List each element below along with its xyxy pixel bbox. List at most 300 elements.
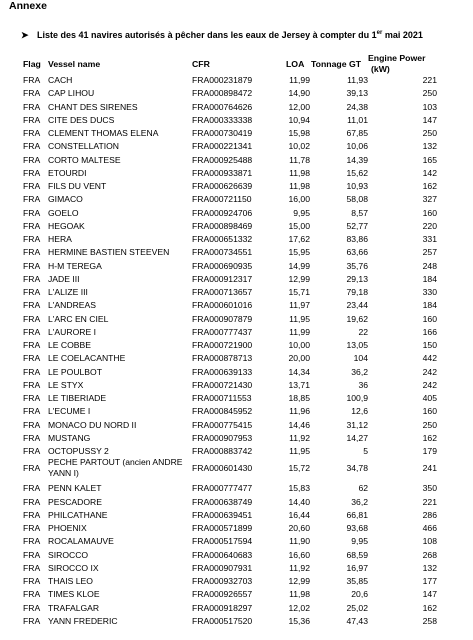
flag-cell: FRA [23,419,41,430]
cfr-cell: FRA000690935 [192,260,253,271]
cfr-cell: FRA000777477 [192,483,253,494]
tonnage-cell: 63,66 [346,247,368,258]
table-row [0,602,473,615]
cfr-cell: FRA000639451 [192,509,253,520]
vessel-name-cell: CACH [48,75,73,85]
page-heading: Annexe [9,0,47,12]
flag-cell: FRA [23,114,41,125]
engine-power-cell: 250 [422,128,437,138]
engine-power-cell: 250 [422,88,437,99]
vessel-name-cell: SIROCCO IX [48,562,99,573]
vessel-name-cell: GOELO [48,207,79,218]
table-row [0,535,473,548]
vessel-name-cell: OCTOPUSSY 2 [48,446,109,456]
table-row [0,326,473,339]
loa-cell: 20,60 [288,523,310,533]
tonnage-cell: 62 [358,483,368,494]
cfr-cell: FRA000933871 [192,167,253,178]
loa-cell: 15,36 [288,615,310,626]
flag-cell: FRA [23,523,41,533]
cfr-cell: FRA000231879 [192,75,253,85]
vessel-name-cell: TRAFALGAR [48,602,100,613]
cfr-cell: FRA000907879 [192,313,253,324]
tonnage-cell: 93,68 [346,523,368,533]
cfr-cell: FRA000775415 [192,419,253,430]
engine-power-cell: 179 [422,446,437,456]
table-row [0,509,473,522]
loa-cell: 16,60 [288,549,310,560]
vessel-name-cell: CLEMENT THOMAS ELENA [48,128,159,138]
loa-cell: 14,40 [288,496,310,507]
engine-power-label: Engine Power [368,53,426,63]
tonnage-cell: 34,78 [346,463,368,474]
engine-power-cell: 350 [422,483,437,494]
loa-cell: 12,00 [288,101,310,112]
table-row [0,273,473,286]
tonnage-cell: 11,01 [347,114,368,125]
vessel-name-cell: SIROCCO [48,549,89,560]
vessel-name-cell: PHILCATHANE [48,509,108,520]
engine-power-cell: 162 [422,602,437,613]
table-row [0,299,473,312]
column-header-cfr: CFR [192,59,210,69]
engine-power-cell: 327 [422,194,437,205]
vessel-name-cell: L'ECUME I [48,406,91,417]
loa-cell: 11,98 [289,167,310,178]
table-row [0,405,473,418]
loa-cell: 11,95 [289,446,310,456]
cfr-cell: FRA000711553 [192,393,252,403]
vessel-name-cell: ETOURDI [48,167,87,178]
tonnage-cell: 5 [363,446,368,456]
flag-cell: FRA [23,432,41,443]
table-row [0,366,473,379]
cfr-cell: FRA000333338 [192,114,253,125]
vessel-name-cell: CAP LIHOU [48,88,95,99]
flag-cell: FRA [23,167,41,178]
loa-cell: 13,71 [288,379,310,390]
vessel-name-cell: L'ALIZE III [48,287,88,297]
tonnage-cell: 67,85 [346,128,368,138]
flag-cell: FRA [23,483,41,494]
engine-power-cell: 331 [422,234,437,244]
tonnage-cell: 35,85 [346,576,368,586]
vessel-name-cell: HERA [48,234,72,244]
tonnage-cell: 36,2 [351,366,368,377]
table-row [0,445,473,458]
engine-power-cell: 160 [422,313,437,324]
vessel-name-cell: ROCALAMAUVE [48,536,114,547]
cfr-cell: FRA000626639 [192,181,253,191]
table-row [0,140,473,153]
loa-cell: 9,95 [293,207,310,218]
tonnage-cell: 23,44 [346,300,368,311]
flag-cell: FRA [23,340,41,350]
table-row [0,127,473,140]
flag-cell: FRA [23,589,41,600]
flag-cell: FRA [23,141,41,152]
cfr-cell: FRA000639133 [192,366,253,377]
vessel-name-cell: YANN FREDERIC [48,615,118,626]
vessel-name-cell: PECHE PARTOUT (ancien ANDRE YANN I) [48,457,183,478]
flag-cell: FRA [23,326,41,337]
engine-power-cell: 147 [422,589,437,600]
loa-cell: 11,78 [289,154,310,165]
tonnage-cell: 58,08 [346,194,368,205]
tonnage-cell: 79,18 [346,287,368,297]
table-row [0,379,473,392]
flag-cell: FRA [23,181,41,191]
loa-cell: 11,95 [289,313,310,324]
engine-power-cell: 330 [422,287,437,297]
engine-power-cell: 242 [422,366,437,377]
tonnage-cell: 68,59 [346,549,368,560]
engine-power-cell: 221 [422,496,437,507]
cfr-cell: FRA000925488 [192,154,253,165]
table-row [0,101,473,114]
table-row [0,339,473,352]
flag-cell: FRA [23,260,41,271]
loa-cell: 10,00 [288,340,310,350]
flag-cell: FRA [23,75,41,85]
loa-cell: 15,98 [288,128,310,138]
table-row [0,167,473,180]
table-row [0,193,473,206]
table-row [0,615,473,628]
tonnage-cell: 22 [358,326,368,337]
cfr-cell: FRA000907953 [192,432,253,443]
tonnage-cell: 13,05 [346,340,368,350]
engine-power-cell: 184 [422,273,437,284]
cfr-cell: FRA000730419 [192,128,253,138]
engine-power-cell: 165 [422,154,437,165]
table-row [0,313,473,326]
cfr-cell: FRA000924706 [192,207,253,218]
flag-cell: FRA [23,207,41,218]
engine-power-cell: 150 [422,340,437,350]
tonnage-cell: 36,2 [351,496,368,507]
flag-cell: FRA [23,273,41,284]
engine-power-cell: 108 [422,536,437,547]
vessel-name-cell: FILS DU VENT [48,181,107,191]
table-row [0,180,473,193]
engine-power-cell: 248 [422,260,437,271]
cfr-cell: FRA000721150 [192,194,252,205]
engine-power-cell: 286 [422,509,437,520]
loa-cell: 11,97 [289,300,310,311]
vessel-name-cell: JADE III [48,273,80,284]
flag-cell: FRA [23,615,41,626]
tonnage-cell: 24,38 [346,101,368,112]
table-row [0,482,473,495]
engine-power-cell: 268 [422,549,437,560]
cfr-cell: FRA000898472 [192,88,253,99]
vessel-name-cell: LE COELACANTHE [48,353,126,364]
tonnage-cell: 14,39 [346,154,368,165]
engine-power-cell: 162 [422,181,437,191]
flag-cell: FRA [23,509,41,520]
table-row [0,246,473,259]
engine-power-cell: 184 [422,300,437,311]
tonnage-cell: 15,62 [346,167,368,178]
loa-cell: 12,99 [288,576,310,586]
engine-power-cell: 257 [422,247,437,258]
tonnage-cell: 66,81 [346,509,368,520]
loa-cell: 17,62 [288,234,310,244]
tonnage-cell: 8,57 [351,207,368,218]
loa-cell: 14,99 [288,260,310,271]
cfr-cell: FRA000932703 [192,576,253,586]
arrow-bullet-icon: ➤ [21,30,29,40]
tonnage-cell: 29,13 [346,273,368,284]
tonnage-cell: 12,6 [351,406,368,417]
engine-power-cell: 166 [422,326,437,337]
table-row [0,522,473,535]
tonnage-cell: 16,97 [346,562,368,573]
flag-cell: FRA [23,549,41,560]
cfr-cell: FRA000764626 [192,101,253,112]
loa-cell: 11,98 [289,589,310,600]
flag-cell: FRA [23,366,41,377]
loa-cell: 14,90 [288,88,310,99]
column-header-loa: LOA [286,59,305,69]
tonnage-cell: 9,95 [351,536,368,547]
cfr-cell: FRA000713657 [192,287,253,297]
flag-cell: FRA [23,379,41,390]
tonnage-cell: 39,13 [346,88,368,99]
subtitle-superscript: er [376,30,383,36]
vessel-name-cell: TIMES KLOE [48,589,100,600]
engine-power-cell: 162 [422,432,437,443]
tonnage-cell: 25,02 [346,602,368,613]
tonnage-cell: 83,86 [346,234,368,244]
engine-power-cell: 103 [422,101,437,112]
cfr-cell: FRA000640683 [192,549,253,560]
loa-cell: 15,00 [288,220,310,231]
vessel-name-cell: LE TIBERIADE [48,393,107,403]
engine-power-cell: 241 [422,463,437,474]
column-header-vessel-name: Vessel name [48,59,101,69]
loa-cell: 11,98 [289,181,310,191]
engine-power-cell: 160 [422,207,437,218]
tonnage-cell: 10,06 [346,141,368,152]
flag-cell: FRA [23,220,41,231]
loa-cell: 11,92 [289,562,310,573]
vessel-name-cell: PENN KALET [48,483,102,494]
engine-power-cell: 142 [422,167,437,178]
flag-cell: FRA [23,234,41,244]
table-row [0,154,473,167]
vessel-name-cell: LE COBBE [48,340,91,350]
flag-cell: FRA [23,463,41,474]
vessel-name-cell: L'ARC EN CIEL [48,313,109,324]
table-row [0,220,473,233]
cfr-cell: FRA000912317 [192,273,253,284]
flag-cell: FRA [23,313,41,324]
column-header-flag: Flag [23,59,41,69]
flag-cell: FRA [23,154,41,165]
loa-cell: 18,85 [288,393,310,403]
vessel-name-cell: GIMACO [48,194,83,205]
flag-cell: FRA [23,287,41,297]
table-row [0,260,473,273]
tonnage-cell: 36 [358,379,368,390]
loa-cell: 15,71 [288,287,310,297]
loa-cell: 11,96 [289,406,310,417]
table-row [0,496,473,509]
list-subtitle [21,30,423,40]
vessel-name-cell: L'AURORE I [48,326,96,337]
table-row [0,74,473,87]
engine-power-cell: 160 [422,406,437,417]
engine-power-cell: 466 [422,523,437,533]
cfr-cell: FRA000601016 [192,300,253,311]
engine-power-cell: 258 [422,615,437,626]
cfr-cell: FRA000651332 [192,234,253,244]
table-row [0,575,473,588]
engine-power-cell: 242 [422,379,437,390]
cfr-cell: FRA000221341 [192,141,253,152]
engine-power-cell: 442 [422,353,437,364]
vessel-name-cell: MONACO DU NORD II [48,419,137,430]
flag-cell: FRA [23,406,41,417]
vessel-name-cell: LE POULBOT [48,366,102,377]
tonnage-cell: 52,77 [346,220,368,231]
loa-cell: 15,72 [288,463,310,474]
flag-cell: FRA [23,576,41,586]
vessel-name-cell: HEGOAK [48,220,85,231]
tonnage-cell: 35,76 [346,260,368,271]
column-header-engine-power [368,53,438,75]
flag-cell: FRA [23,247,41,258]
engine-power-cell: 250 [422,419,437,430]
tonnage-cell: 11,93 [347,75,368,85]
vessel-name-cell: MUSTANG [48,432,91,443]
vessel-table-body [0,74,473,628]
table-row [0,562,473,575]
cfr-cell: FRA000571899 [192,523,253,533]
table-row [0,392,473,405]
cfr-cell: FRA000638749 [192,496,253,507]
flag-cell: FRA [23,393,41,403]
engine-power-unit: (kW) [371,64,390,74]
flag-cell: FRA [23,101,41,112]
engine-power-cell: 405 [422,393,437,403]
cfr-cell: FRA000721900 [192,340,253,350]
flag-cell: FRA [23,128,41,138]
cfr-cell: FRA000907931 [192,562,253,573]
engine-power-cell: 221 [422,75,437,85]
tonnage-cell: 104 [353,353,368,364]
loa-cell: 15,95 [288,247,310,258]
table-row [0,286,473,299]
vessel-name-cell: CONSTELLATION [48,141,119,152]
cfr-cell: FRA000517594 [192,536,253,547]
cfr-cell: FRA000734551 [192,247,253,258]
tonnage-cell: 100,9 [346,393,368,403]
flag-cell: FRA [23,602,41,613]
table-row [0,549,473,562]
loa-cell: 11,92 [289,432,310,443]
cfr-cell: FRA000721430 [192,379,253,390]
flag-cell: FRA [23,562,41,573]
flag-cell: FRA [23,300,41,311]
tonnage-cell: 10,93 [346,181,368,191]
table-row [0,419,473,432]
vessel-name-cell: CITE DES DUCS [48,114,115,125]
loa-cell: 16,00 [288,194,310,205]
cfr-cell: FRA000845952 [192,406,253,417]
subtitle-date-text: mai 2021 [382,30,423,40]
table-row [0,352,473,365]
engine-power-cell: 132 [422,141,437,152]
tonnage-cell: 47,43 [346,615,368,626]
loa-cell: 11,90 [289,536,310,547]
vessel-name-cell: PESCADORE [48,496,102,507]
cfr-cell: FRA000777437 [192,326,253,337]
vessel-name-cell: CORTO MALTESE [48,154,121,165]
cfr-cell: FRA000898469 [192,220,253,231]
tonnage-cell: 19,62 [346,313,368,324]
vessel-name-cell: THAIS LEO [48,576,93,586]
cfr-cell: FRA000878713 [192,353,253,364]
loa-cell: 14,46 [288,419,310,430]
loa-cell: 10,94 [288,114,310,125]
engine-power-cell: 147 [422,114,437,125]
table-row [0,114,473,127]
loa-cell: 16,44 [288,509,310,520]
vessel-name-cell: HERMINE BASTIEN STEEVEN [48,247,170,258]
table-row [0,588,473,601]
loa-cell: 12,99 [288,273,310,284]
tonnage-cell: 20,6 [351,589,368,600]
cfr-cell: FRA000601430 [192,463,253,474]
flag-cell: FRA [23,446,41,456]
cfr-cell: FRA000918297 [192,602,253,613]
cfr-cell: FRA000517520 [192,615,253,626]
vessel-name-cell: LE STYX [48,379,84,390]
loa-cell: 10,02 [288,141,310,152]
flag-cell: FRA [23,353,41,364]
flag-cell: FRA [23,88,41,99]
table-row [0,207,473,220]
flag-cell: FRA [23,194,41,205]
loa-cell: 15,83 [288,483,310,494]
loa-cell: 11,99 [289,75,310,85]
vessel-name-cell: CHANT DES SIRENES [48,101,138,112]
vessel-name-cell: L'ANDREAS [48,300,96,311]
cfr-cell: FRA000926557 [192,589,253,600]
table-row [0,458,473,482]
engine-power-cell: 220 [422,220,437,231]
engine-power-cell: 177 [422,576,437,586]
tonnage-cell: 31,12 [346,419,368,430]
cfr-cell: FRA000883742 [192,446,253,456]
engine-power-cell: 132 [422,562,437,573]
subtitle-text: Liste des 41 navires autorisés à pêcher dans les eaux de Jersey à compter du 1 [37,30,377,40]
table-row [0,87,473,100]
tonnage-cell: 14,27 [346,432,368,443]
vessel-name-cell: H-M TEREGA [48,260,102,271]
table-row [0,432,473,445]
loa-cell: 20,00 [288,353,310,364]
table-row [0,233,473,246]
loa-cell: 14,34 [288,366,310,377]
vessel-name-cell: PHOENIX [48,523,87,533]
loa-cell: 12,02 [288,602,310,613]
loa-cell: 11,99 [289,326,310,337]
flag-cell: FRA [23,536,41,547]
